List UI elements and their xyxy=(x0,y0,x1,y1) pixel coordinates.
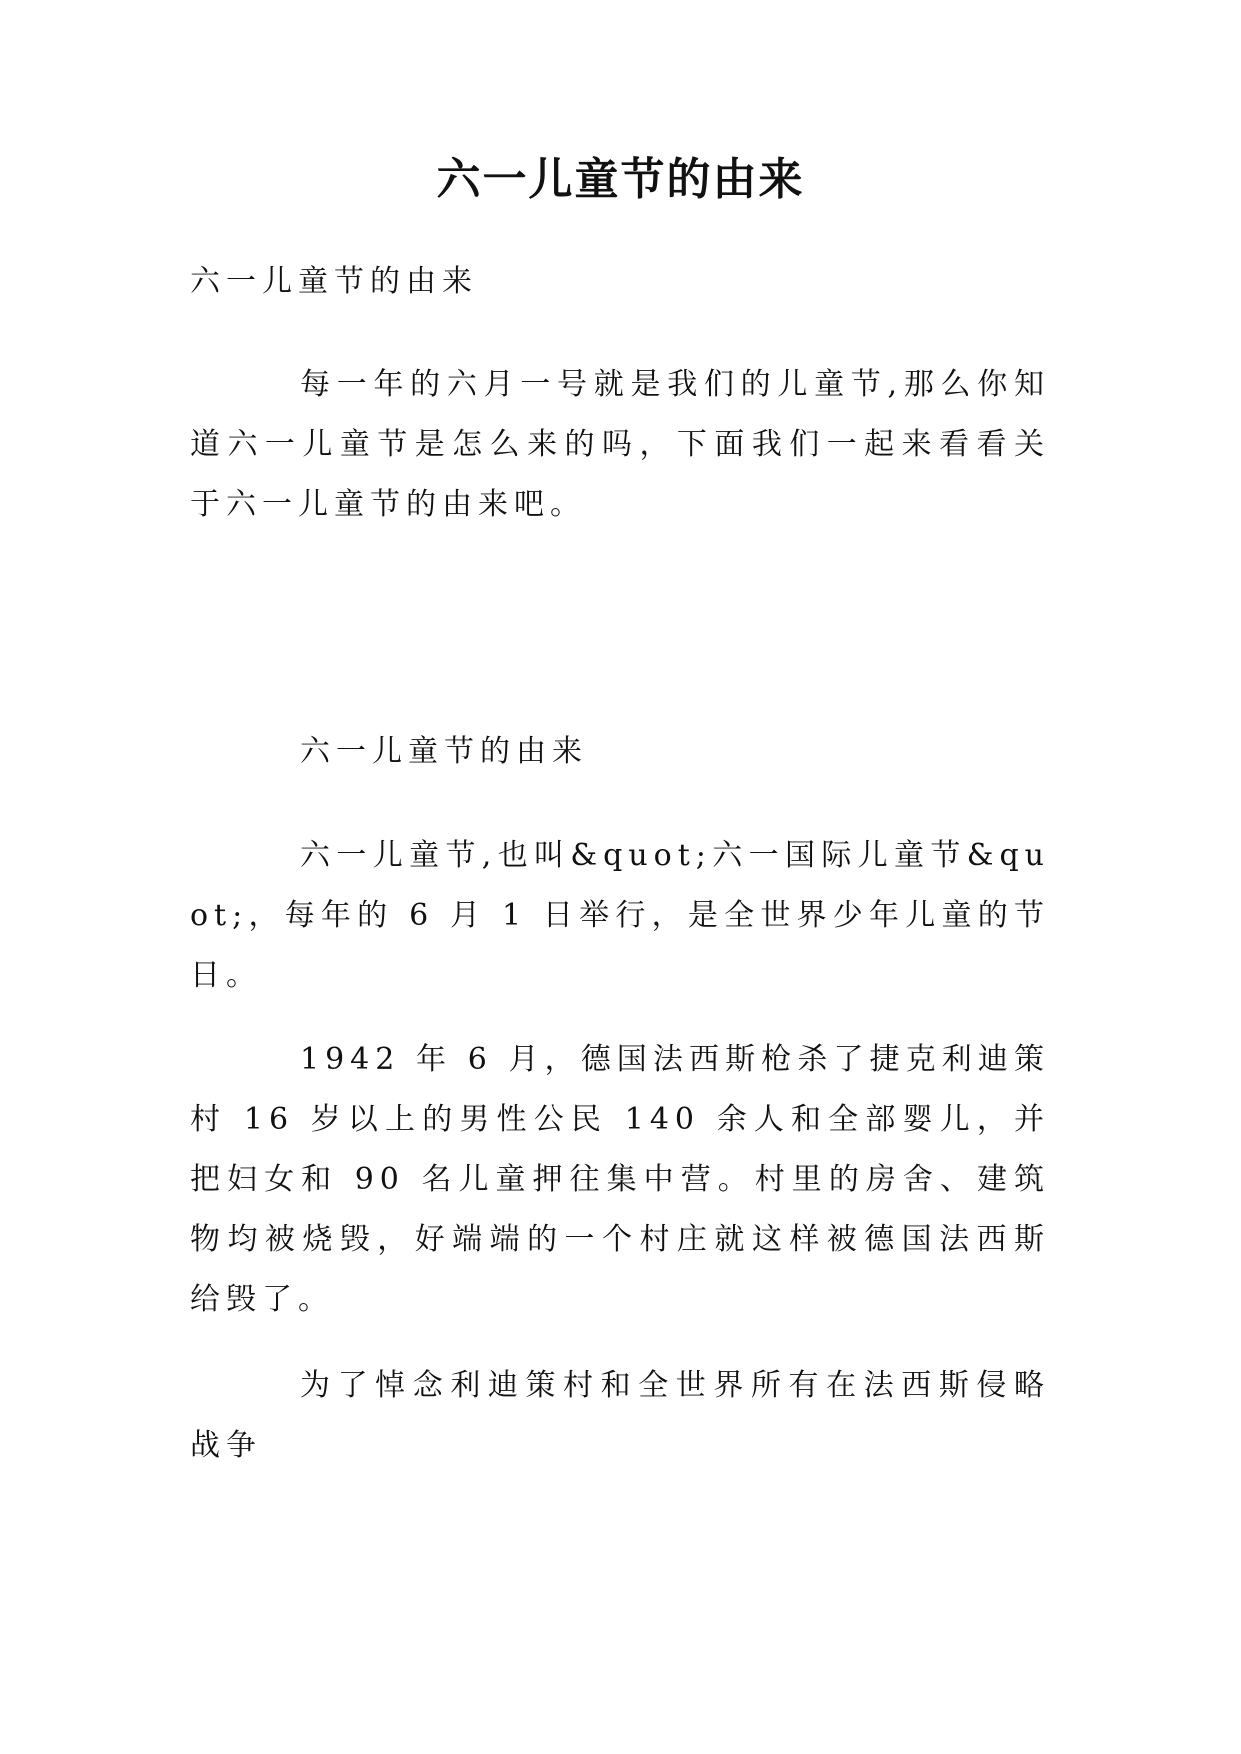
document-subtitle: 六一儿童节的由来 xyxy=(190,264,478,299)
section-heading: 六一儿童节的由来 xyxy=(300,734,588,769)
body-paragraph: 六一儿童节,也叫&quot;六一国际儿童节&quot;，每年的 6 月 1 日举行，是全世界少年儿童的节日。 xyxy=(190,838,1050,993)
body-paragraph: 1942 年 6 月，德国法西斯枪杀了捷克利迪策村 16 岁以上的男性公民 140 余人和全部婴儿，并把妇女和 90 名儿童押往集中营。村里的房舍、建筑物均被烧毁，好端端的一个村庄就这样被德国法西斯给毁了。 xyxy=(190,1042,1050,1317)
document-title: 六一儿童节的由来 xyxy=(436,154,805,205)
body-paragraph: 为了悼念利迪策村和全世界所有在法西斯侵略战争 xyxy=(190,1368,1050,1463)
intro-paragraph: 每一年的六月一号就是我们的儿童节,那么你知道六一儿童节是怎么来的吗，下面我们一起来看看关于六一儿童节的由来吧。 xyxy=(190,367,1050,522)
